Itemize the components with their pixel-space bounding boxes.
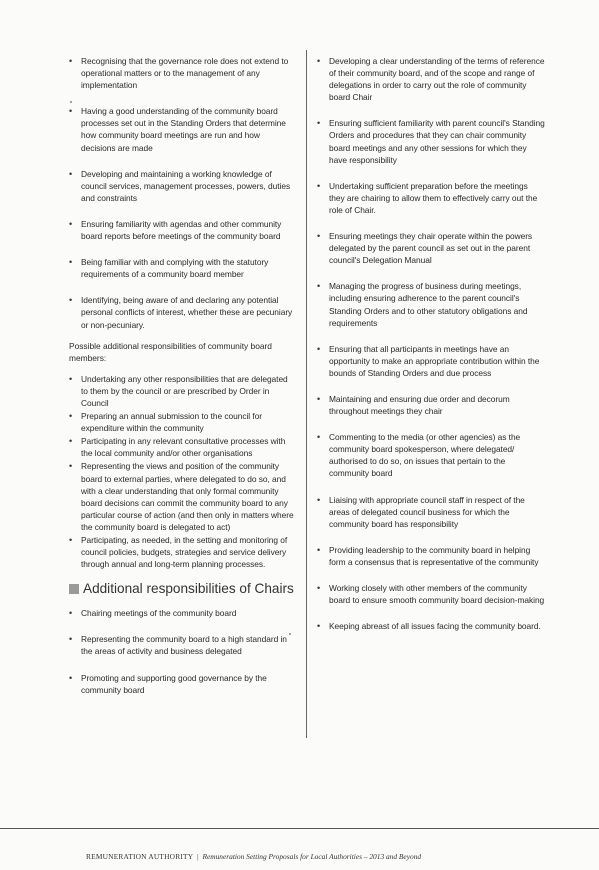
scan-speck <box>289 633 291 635</box>
footer-document-title: Remuneration Setting Proposals for Local Authorities – 2013 and Beyond <box>202 852 422 861</box>
scan-speck <box>70 101 72 103</box>
list-item: • Participating in any relevant consultative processes with the local community and/or other organisations <box>69 435 295 459</box>
additional-responsibilities-list <box>69 373 295 571</box>
list-item: • Chairing meetings of the community board <box>69 607 295 619</box>
section-heading-text: Additional responsibilities of Chairs <box>83 581 294 597</box>
footer-separator: | <box>197 852 199 861</box>
list-item: • Working closely with other members of the community board to ensure smooth community board decision-making <box>317 582 545 606</box>
list-item: • Having a good understanding of the community board processes set out in the Standing Orders that determine how community board meetings are run and how decisions are made <box>69 105 295 153</box>
list-item: • Being familiar with and complying with the statutory requirements of a community board member <box>69 256 295 280</box>
list-item: • Undertaking sufficient preparation before the meetings they are chairing to allow them to effectively carry out the role of Chair. <box>317 180 545 216</box>
member-responsibilities-list <box>69 55 295 331</box>
list-item: • Providing leadership to the community board in helping form a consensus that is representative of the community <box>317 544 545 568</box>
page-footer <box>86 852 421 861</box>
section-heading <box>69 581 295 597</box>
list-item: • Ensuring meetings they chair operate within the powers delegated by the parent council as set out in the parent council's Delegation Manual <box>317 230 545 266</box>
chair-responsibilities-continued-list <box>317 55 545 632</box>
list-item: • Developing a clear understanding of the terms of reference of their community board, and of the scope and range of delegations in order to carry out the role of community board Chair <box>317 55 545 103</box>
chair-responsibilities-list <box>69 607 295 695</box>
list-item: • Keeping abreast of all issues facing the community board. <box>317 620 545 632</box>
list-item: • Representing the community board to a high standard in the areas of activity and business delegated <box>69 633 295 657</box>
list-item: • Managing the progress of business during meetings, including ensuring adherence to the parent council's Standing Orders and to other statutory obligations and requirements <box>317 280 545 328</box>
additional-responsibilities-intro: Possible additional responsibilities of community board members: <box>69 340 272 363</box>
list-item: • Representing the views and position of the community board to external parties, where delegated to do so, and with a clear understanding that only formal community board decisions can commit the community board to any particular course of action (and then only in matters where the community board is delegated to act) <box>69 460 295 533</box>
list-item: • Liaising with appropriate council staff in respect of the areas of delegated council business for which the community board has responsibility <box>317 494 545 530</box>
list-item: • Recognising that the governance role does not extend to operational matters or to the management of any implementation <box>69 55 295 91</box>
list-item: • Participating, as needed, in the setting and monitoring of council policies, budgets, strategies and service delivery through annual and long-term planning processes. <box>69 534 295 570</box>
list-item: • Ensuring that all participants in meetings have an opportunity to make an appropriate contribution within the bounds of Standing Orders and due process <box>317 343 545 379</box>
list-item: • Maintaining and ensuring due order and decorum throughout meetings they chair <box>317 393 545 417</box>
list-item: • Identifying, being aware of and declaring any potential personal conflicts of interest, whether these are pecuniary or non-pecuniary. <box>69 294 295 330</box>
footer-organization: REMUNERATION AUTHORITY <box>86 852 194 861</box>
list-item: • Undertaking any other responsibilities that are delegated to them by the council or are prescribed by Order in Council <box>69 373 295 409</box>
heading-square-icon <box>69 584 79 594</box>
column-divider <box>306 50 307 738</box>
list-item: • Ensuring familiarity with agendas and other community board reports before meetings of the community board <box>69 218 295 242</box>
left-column <box>69 55 295 696</box>
footer-rule <box>0 828 599 829</box>
list-item: • Commenting to the media (or other agencies) as the community board spokesperson, where delegated/ authorised to do so, on issues that pertain to the community board <box>317 431 545 479</box>
right-column <box>317 55 545 632</box>
list-item: • Preparing an annual submission to the council for expenditure within the community <box>69 410 295 434</box>
list-item: • Ensuring sufficient familiarity with parent council's Standing Orders and procedures that they can chair community board meetings and any other sessions for which they have responsibility <box>317 117 545 165</box>
list-item: • Promoting and supporting good governance by the community board <box>69 672 295 696</box>
list-item: • Developing and maintaining a working knowledge of council services, management processes, powers, duties and constraints <box>69 168 295 204</box>
